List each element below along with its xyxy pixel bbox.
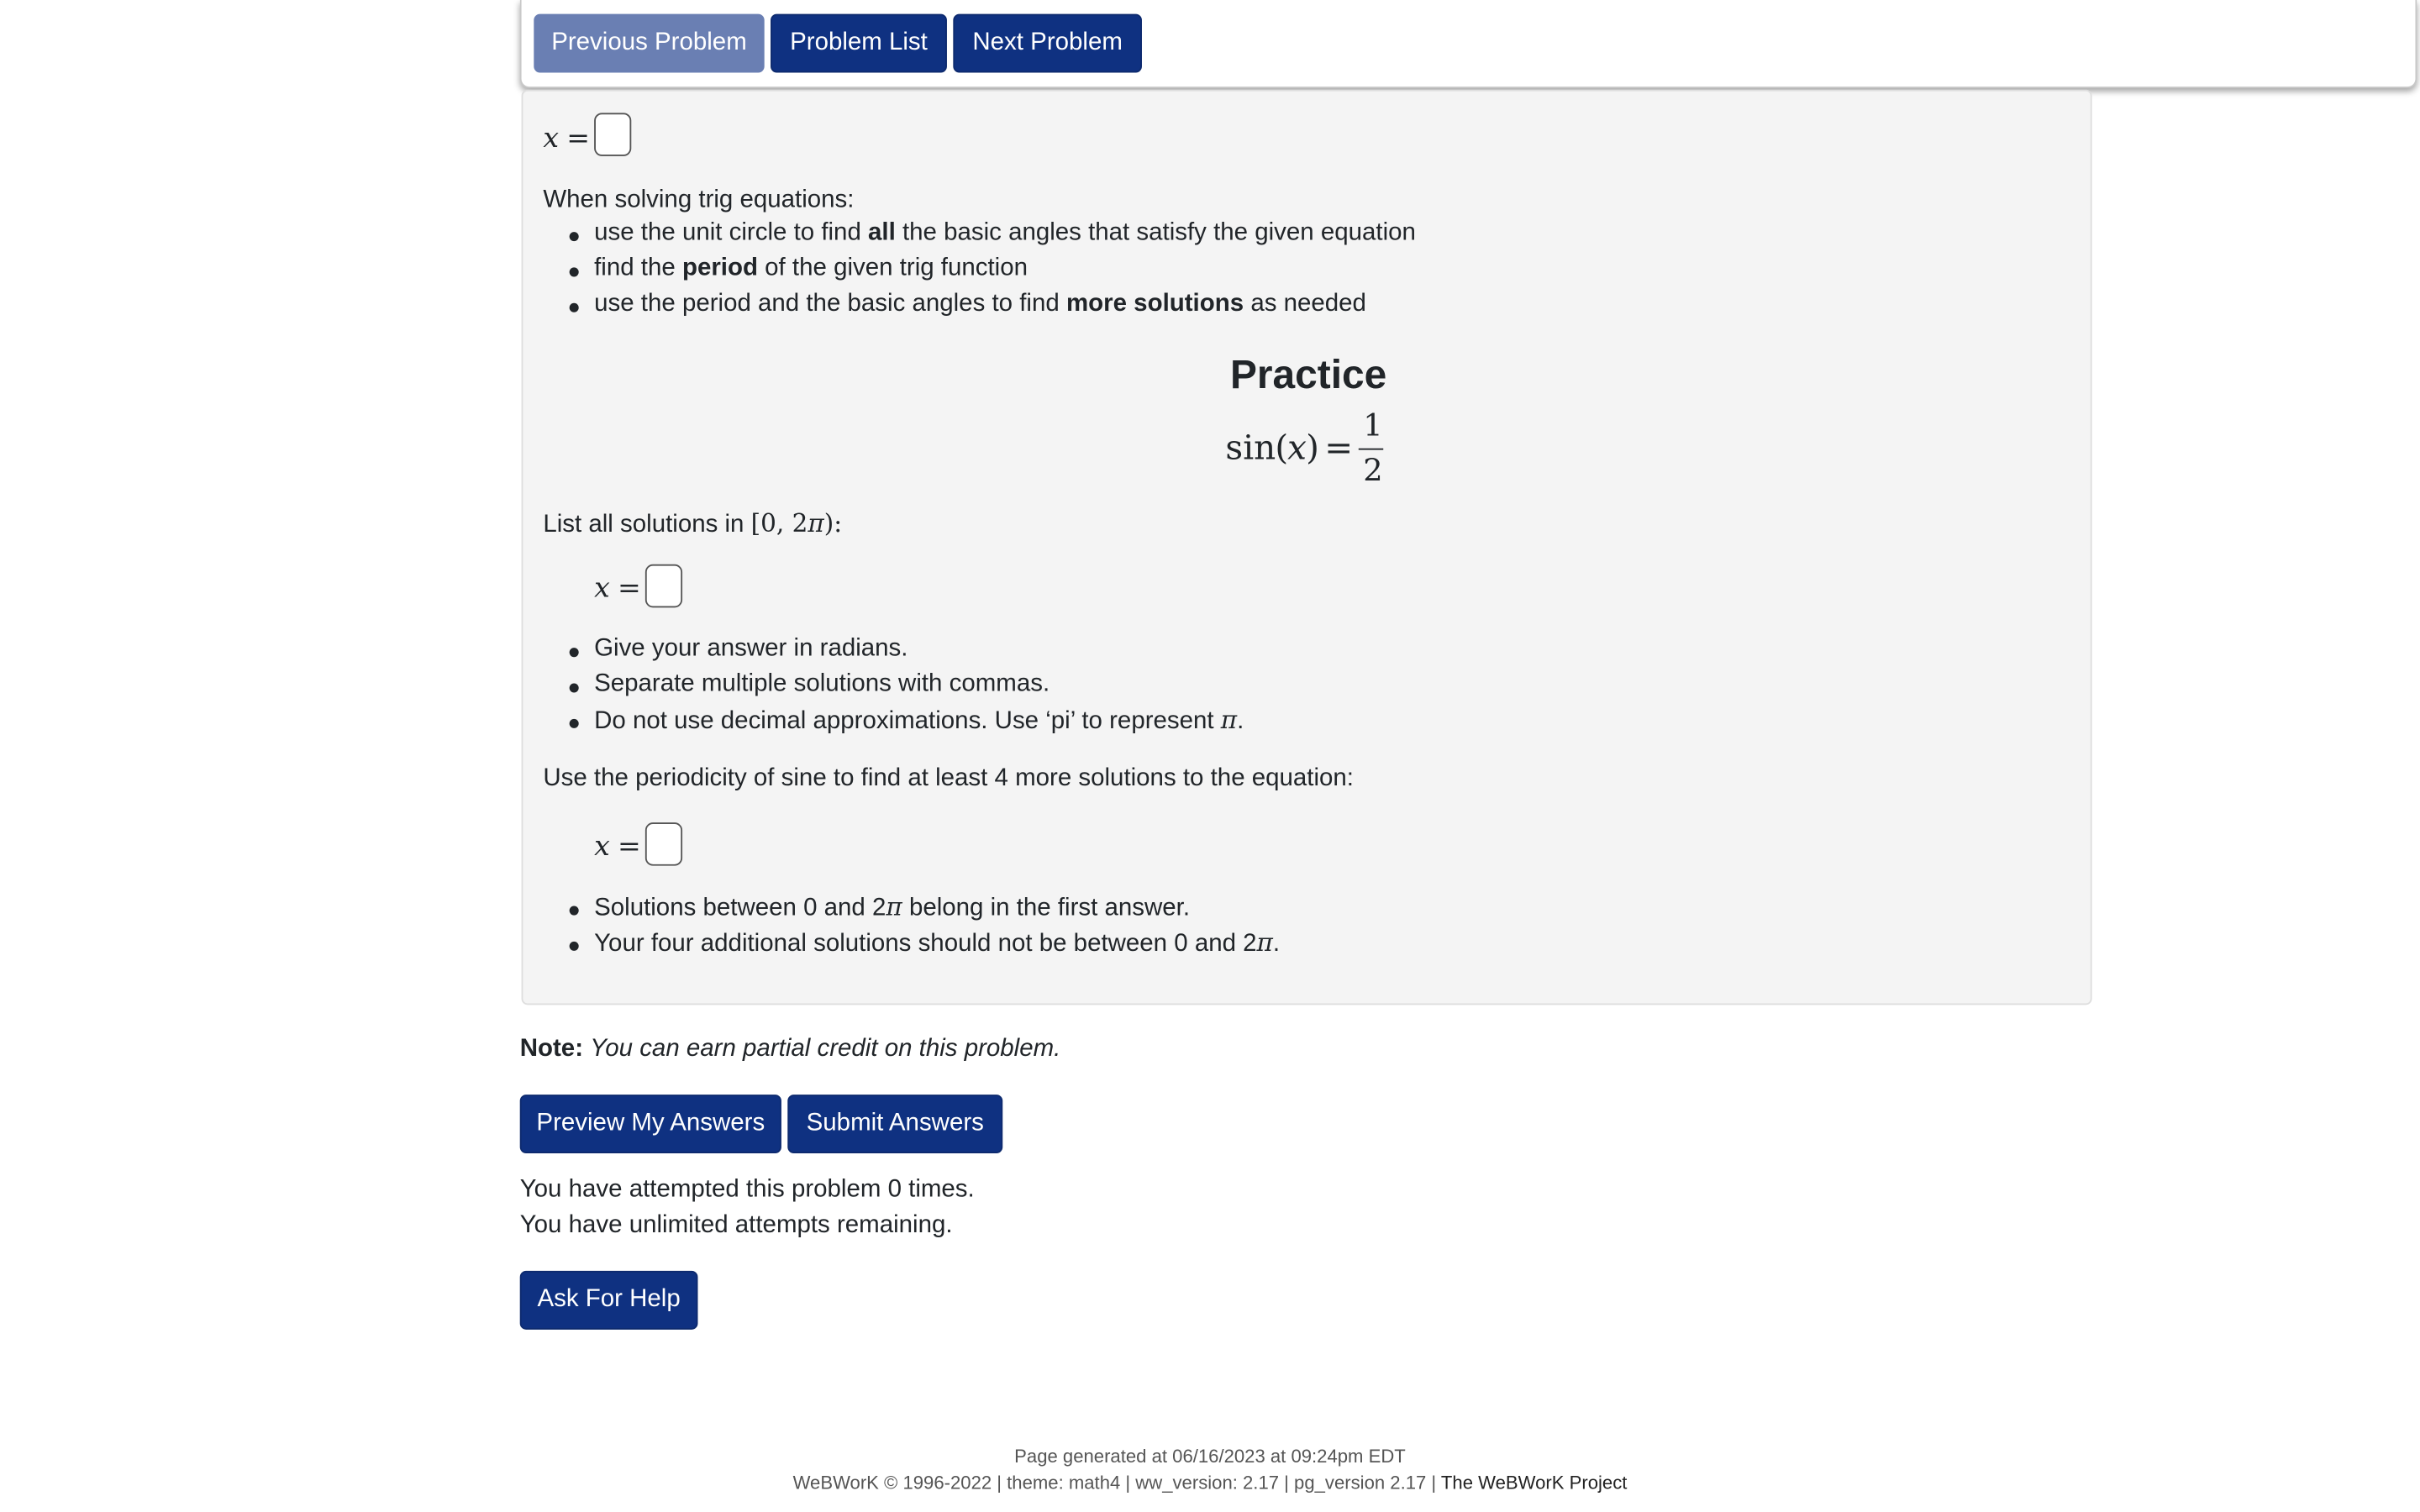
hints-intro: When solving trig equations: [543, 186, 855, 213]
webwork-project-link[interactable]: The WeBWorK Project [1440, 1472, 1628, 1494]
answer-input-top[interactable] [594, 113, 631, 156]
answer-input-part2[interactable] [645, 822, 682, 866]
list-item: use the period and the basic angles to find more solutions as needed [523, 289, 1416, 324]
part2-notes [523, 892, 1280, 963]
list-item: use the unit circle to find all the basic angles that satisfy the given equation [523, 218, 1416, 254]
list-item: Do not use decimal approximations. Use ‘pi’ to represent π. [523, 705, 1244, 740]
submit-answers-button[interactable]: Submit Answers [787, 1095, 1002, 1153]
footer-info: WeBWorK © 1996-2022 | theme: math4 | ww_version: 2.17 | pg_version 2.17 | The WeBWorK Project [792, 1472, 1628, 1494]
answer-label-part2: x = [594, 830, 641, 863]
previous-problem-button[interactable]: Previous Problem [534, 14, 764, 73]
attempts-remaining: You have unlimited attempts remaining. [519, 1211, 953, 1239]
part2-prompt: Use the periodicity of sine to find at least 4 more solutions to the equation: [543, 765, 1354, 792]
answer-label-top: x = [543, 122, 591, 155]
attempts-count: You have attempted this problem 0 times. [519, 1176, 975, 1203]
ask-for-help-button[interactable]: Ask For Help [520, 1271, 698, 1330]
list-item: Your four additional solutions should not be between 0 and 2π. [523, 927, 1280, 963]
next-problem-button[interactable]: Next Problem [953, 14, 1142, 73]
answer-label-part1: x = [594, 571, 641, 605]
footer-generated: Page generated at 06/16/2023 at 09:24pm EDT [1014, 1445, 1406, 1467]
problem-body [522, 90, 2092, 1005]
partial-credit-note: Note: You can earn partial credit on this problem. [519, 1036, 1061, 1063]
list-item: Solutions between 0 and 2π belong in the first answer. [523, 892, 1280, 927]
problem-list-button[interactable]: Problem List [771, 14, 947, 73]
answer-input-part1[interactable] [645, 564, 682, 608]
practice-heading: Practice [1229, 350, 1387, 398]
problem-nav-bar [520, 0, 2417, 88]
list-item: find the period of the given trig function [523, 254, 1416, 289]
hints-list [523, 218, 1416, 325]
part1-prompt: List all solutions in [0, 2π): [543, 508, 843, 538]
list-item: Give your answer in radians. [523, 634, 1244, 669]
practice-equation: sin ( x ) = 1 2 [1225, 407, 1383, 489]
part1-notes [523, 634, 1244, 741]
preview-answers-button[interactable]: Preview My Answers [520, 1095, 781, 1153]
list-item: Separate multiple solutions with commas. [523, 669, 1244, 705]
